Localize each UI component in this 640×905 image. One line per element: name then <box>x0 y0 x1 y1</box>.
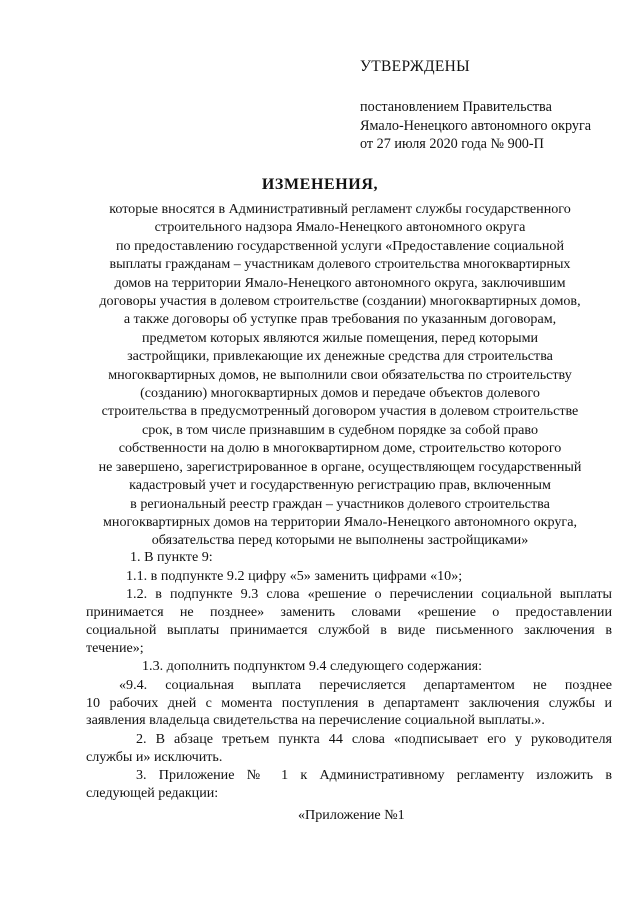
subtitle-line: строительного надзора Ямало-Ненецкого автономного округа <box>154 219 526 236</box>
approval-block <box>360 58 620 154</box>
subtitle-line: а также договоры об уступке прав требования по указанным договорам, <box>123 311 557 328</box>
subtitle-line: обязательства перед которыми не выполнены застройщиками» <box>151 532 529 549</box>
document-subtitle <box>60 200 620 550</box>
paragraph-line: службы и» исключить. <box>86 748 223 765</box>
subtitle-line: многоквартирных домов, не выполнили свои обязательства по строительству <box>108 366 572 383</box>
subtitle-line: застройщики, привлекающие их денежные средства для строительства <box>127 348 553 365</box>
subtitle-line: выплаты гражданам – участникам долевого строительства многоквартирных <box>109 256 571 273</box>
paragraph-line: 1.1. в подпункте 9.2 цифру «5» заменить цифрами «10»; <box>126 567 463 584</box>
paragraph-line: 10 рабочих дней с момента поступления в департамент заключения службы и <box>86 694 612 711</box>
paragraph-line: 1.3. дополнить подпунктом 9.4 следующего содержания: <box>142 658 483 675</box>
subtitle-line: предметом которых являются жилые помещения, перед которыми <box>141 329 539 346</box>
paragraph-line: 1. В пункте 9: <box>130 549 213 565</box>
subtitle-line: договоры участия в долевом строительстве (создании) многоквартирных домов, <box>99 293 581 310</box>
subtitle-line: в региональный реестр граждан – участников долевого строительства <box>130 495 550 512</box>
subtitle-line: по предоставлению государственной услуги «Предоставление социальной <box>115 237 564 254</box>
subtitle-line: (созданию) многоквартирных домов и передаче объектов долевого <box>140 385 540 402</box>
paragraph-line: заявления владельца свидетельства на перечисление социальной выплаты.». <box>86 712 545 729</box>
subtitle-line: собственности на долю в многоквартирном доме, строительство которого <box>118 440 562 457</box>
subtitle-line: строительства в предусмотренный договором участия в долевом строительстве <box>101 403 579 420</box>
subtitle-line: домов на территории Ямало-Ненецкого автономного округа, заключившим <box>114 274 566 291</box>
subtitle-line: не завершено, зарегистрированное в органе, осуществляющем государственный <box>98 458 582 475</box>
approval-line: от 27 июля 2020 года № 900-П <box>360 136 544 152</box>
subtitle-line: срок, в том числе признавшим в судебном порядке за собой право <box>141 421 538 438</box>
approval-line: постановлением Правительства <box>360 99 552 115</box>
paragraph-line: 1.2. в подпункте 9.3 слова «решение о перечислении социальной выплаты <box>126 586 612 603</box>
approval-heading: УТВЕРЖДЕНЫ <box>360 58 470 75</box>
paragraph-line: «9.4. социальная выплата перечисляется департаментом не позднее <box>119 676 612 693</box>
approval-line: Ямало-Ненецкого автономного округа <box>360 117 592 134</box>
subtitle-line: многоквартирных домов на территории Ямало-Ненецкого автономного округа, <box>103 513 577 530</box>
paragraph-line: 3. Приложение № 1 к Административному регламенту изложить в <box>136 767 612 784</box>
paragraph-line: 2. В абзаце третьем пункта 44 слова «подписывает его у руководителя <box>136 731 612 748</box>
paragraph-line: следующей редакции: <box>86 785 219 802</box>
document-title: ИЗМЕНЕНИЯ, <box>261 176 379 193</box>
paragraph-line: течение»; <box>86 639 144 656</box>
appendix-heading: «Приложение №1 <box>298 806 405 823</box>
paragraph-line: принимается не позднее» заменить словами «решение о предоставлении <box>86 604 612 621</box>
subtitle-line: кадастровый учет и государственную регистрацию прав, включенным <box>129 477 551 494</box>
subtitle-line: которые вносятся в Административный регламент службы государственного <box>109 201 571 217</box>
document-body <box>86 549 612 825</box>
paragraph-line: социальной выплаты принимается службой в виде письменного заключения в <box>86 621 612 638</box>
